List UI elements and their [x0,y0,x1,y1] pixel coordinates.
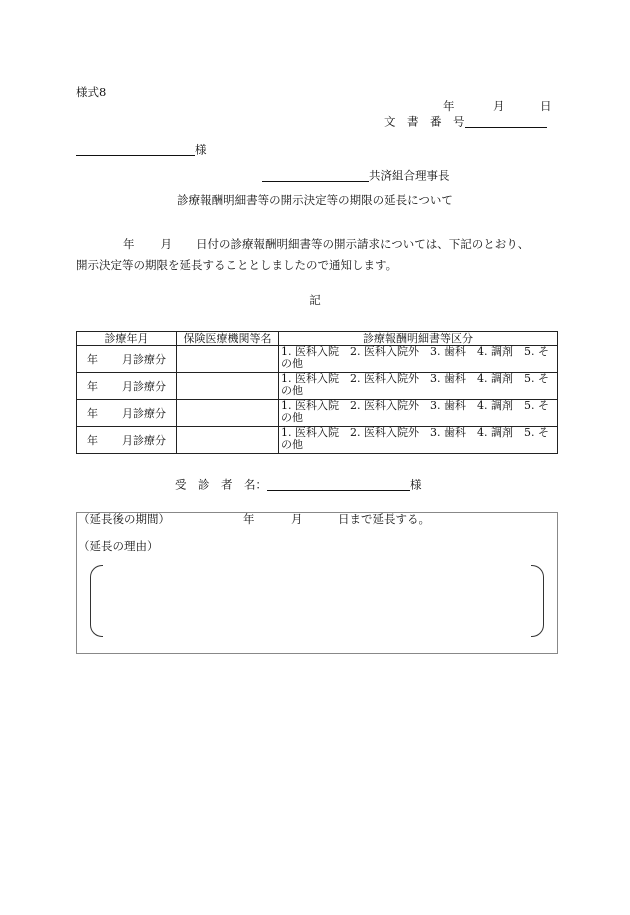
period-month: 月診療分 [122,379,166,393]
kubun-cell[interactable]: 1. 医科入院 2. 医科入院外 3. 歯科 4. 調剤 5. その他 [279,346,558,373]
table-row [77,427,558,454]
date-day-label: 日 [540,99,552,113]
body-line-2: 開示決定等の期限を延長することとしましたので通知します。 [76,258,398,272]
table-row [77,346,558,373]
period-month: 月診療分 [122,433,166,447]
col-header-kubun: 診療報酬明細書等区分 [279,332,558,346]
patient-row [175,478,422,491]
patient-label: 受 診 者 名： [175,477,267,492]
patient-name-field[interactable] [267,478,410,491]
extension-day-text: 日まで延長する。 [338,512,430,526]
date-month-label: 月 [493,99,505,113]
body-day-text: 日付の診療報酬明細書等の開示請求については、下記のとおり、 [196,237,530,251]
body-line-1 [76,234,556,255]
period-cell[interactable] [77,373,177,400]
table-row [77,373,558,400]
reason-left-bracket [90,565,103,637]
body-year: 年 [123,237,135,251]
kubun-cell[interactable]: 1. 医科入院 2. 医科入院外 3. 歯科 4. 調剤 5. その他 [279,427,558,454]
disclosure-table [76,331,558,454]
period-year: 年 [87,433,98,447]
date-year-label: 年 [443,99,455,113]
period-month: 月診療分 [122,352,166,366]
document-title: 診療報酬明細書等の開示決定等の期限の延長について [177,193,453,207]
doc-number-label: 文 書 番 号 [384,114,465,129]
period-cell[interactable] [77,346,177,373]
institution-cell[interactable] [177,373,279,400]
reason-field[interactable] [104,570,526,630]
kubun-cell[interactable]: 1. 医科入院 2. 医科入院外 3. 歯科 4. 調剤 5. その他 [279,400,558,427]
period-year: 年 [87,379,98,393]
doc-number-field[interactable] [465,115,547,128]
table-row [77,400,558,427]
doc-number-row [384,115,547,128]
table-header-row [77,332,558,346]
period-year: 年 [87,406,98,420]
extension-year: 年 [243,512,255,526]
kubun-cell[interactable]: 1. 医科入院 2. 医科入院外 3. 歯科 4. 調剤 5. その他 [279,373,558,400]
body-paragraph [76,234,556,276]
period-cell[interactable] [77,400,177,427]
extension-reason-label: （延長の理由） [78,539,159,553]
institution-cell[interactable] [177,346,279,373]
addressee-row [76,143,207,156]
period-cell[interactable] [77,427,177,454]
issuer-name-field[interactable] [262,169,369,182]
period-month: 月診療分 [122,406,166,420]
extension-period-label: （延長後の期間） [78,512,170,526]
col-header-institution: 保険医療機関等名 [177,332,279,346]
issuer-title: 共済組合理事長 [369,168,450,183]
form-id: 様式8 [76,85,107,99]
institution-cell[interactable] [177,400,279,427]
issuer-row [262,169,450,182]
institution-cell[interactable] [177,427,279,454]
addressee-suffix: 様 [195,142,207,157]
col-header-period: 診療年月 [77,332,177,346]
addressee-field[interactable] [76,143,195,156]
reason-right-bracket [531,565,544,637]
patient-suffix: 様 [410,477,422,492]
body-month: 月 [160,237,172,251]
ki-heading: 記 [309,293,321,307]
period-year: 年 [87,352,98,366]
extension-month: 月 [291,512,303,526]
